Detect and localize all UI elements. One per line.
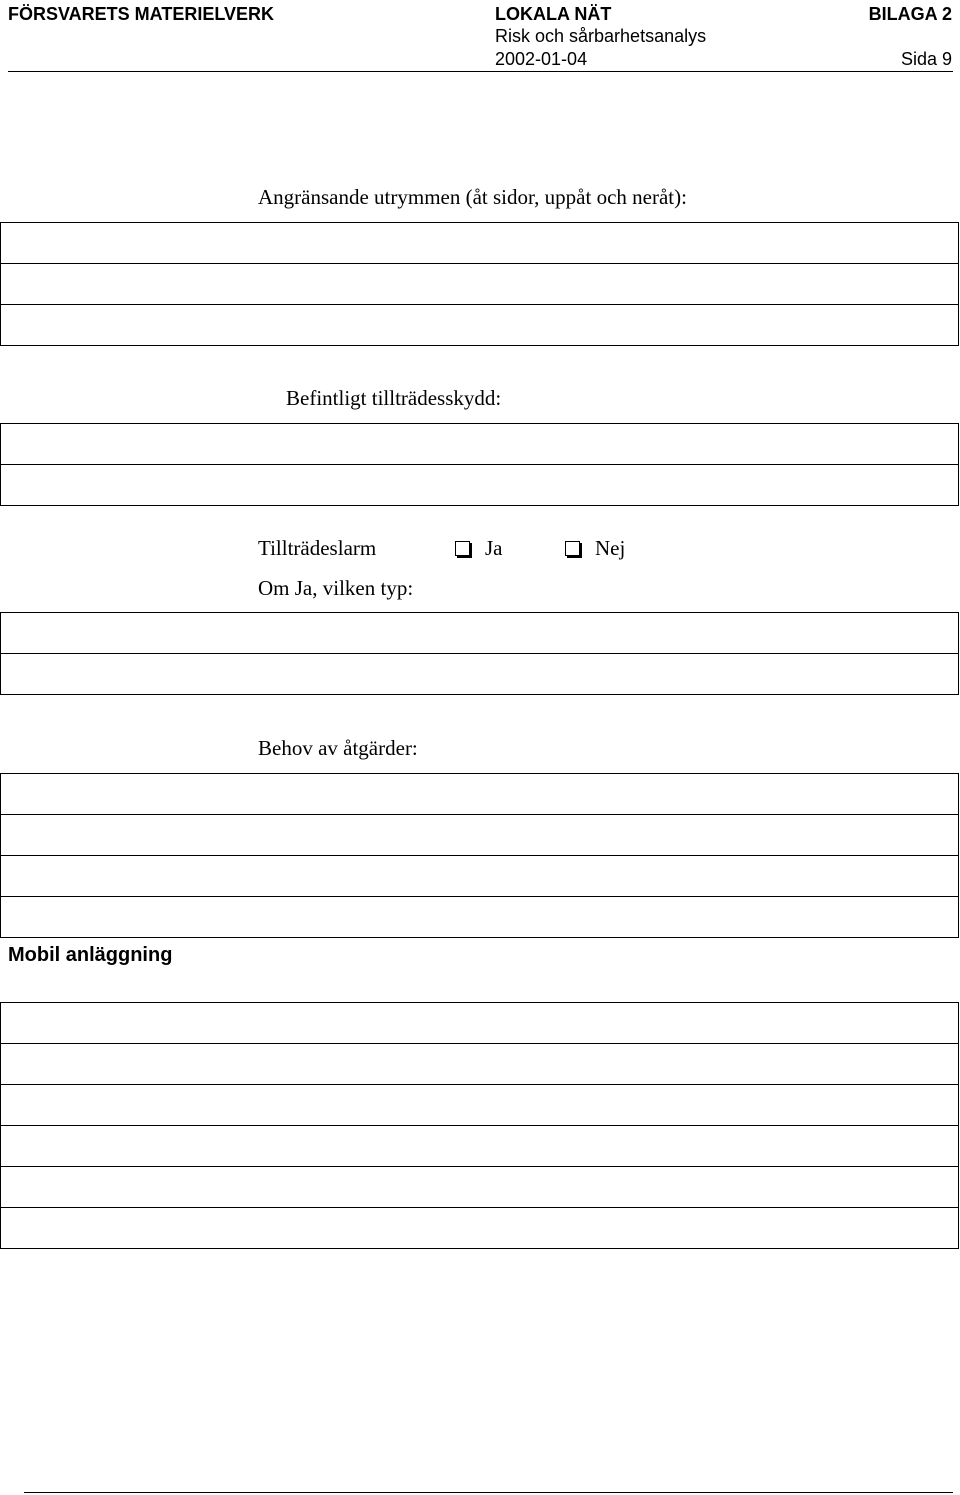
input-row[interactable] [0, 1207, 959, 1249]
checkbox-icon[interactable] [455, 541, 470, 556]
footer-rule [24, 1492, 953, 1493]
input-row[interactable] [0, 304, 959, 346]
input-row[interactable] [0, 222, 959, 263]
input-row[interactable] [0, 464, 959, 506]
header-page-number: Sida 9 [900, 49, 952, 69]
alarm-type-table [0, 612, 959, 695]
header-rule [8, 71, 953, 72]
checkbox-icon[interactable] [565, 541, 580, 556]
adjacent-spaces-table [0, 222, 959, 346]
input-row[interactable] [0, 1125, 959, 1166]
header-appendix: BILAGA 2 [868, 4, 952, 24]
input-row[interactable] [0, 814, 959, 855]
access-alarm-label: Tillträdeslarm [258, 536, 377, 560]
header-org: FÖRSVARETS MATERIELVERK [8, 4, 275, 24]
input-row[interactable] [0, 855, 959, 896]
input-row[interactable] [0, 653, 959, 695]
input-row[interactable] [0, 1166, 959, 1207]
input-row[interactable] [0, 423, 959, 464]
input-row[interactable] [0, 773, 959, 814]
input-row[interactable] [0, 1084, 959, 1125]
option-yes-label: Ja [485, 536, 503, 560]
existing-protection-table [0, 423, 959, 506]
input-row[interactable] [0, 263, 959, 304]
input-row[interactable] [0, 1002, 959, 1043]
mobile-table [0, 1002, 959, 1249]
adjacent-spaces-label: Angränsande utrymmen (åt sidor, uppåt och neråt): [258, 185, 687, 209]
header-subtitle: Risk och sårbarhetsanalys [495, 26, 707, 46]
input-row[interactable] [0, 612, 959, 653]
header-project: LOKALA NÄT [495, 4, 612, 24]
input-row[interactable] [0, 1043, 959, 1084]
measures-table [0, 773, 959, 938]
measures-label: Behov av åtgärder: [258, 736, 418, 760]
input-row[interactable] [0, 896, 959, 938]
existing-protection-label: Befintligt tillträdesskydd: [286, 386, 502, 410]
if-yes-type-label: Om Ja, vilken typ: [258, 576, 414, 600]
header-date: 2002-01-04 [495, 49, 588, 69]
option-no-label: Nej [595, 536, 626, 560]
mobile-section-title: Mobil anläggning [8, 944, 173, 966]
